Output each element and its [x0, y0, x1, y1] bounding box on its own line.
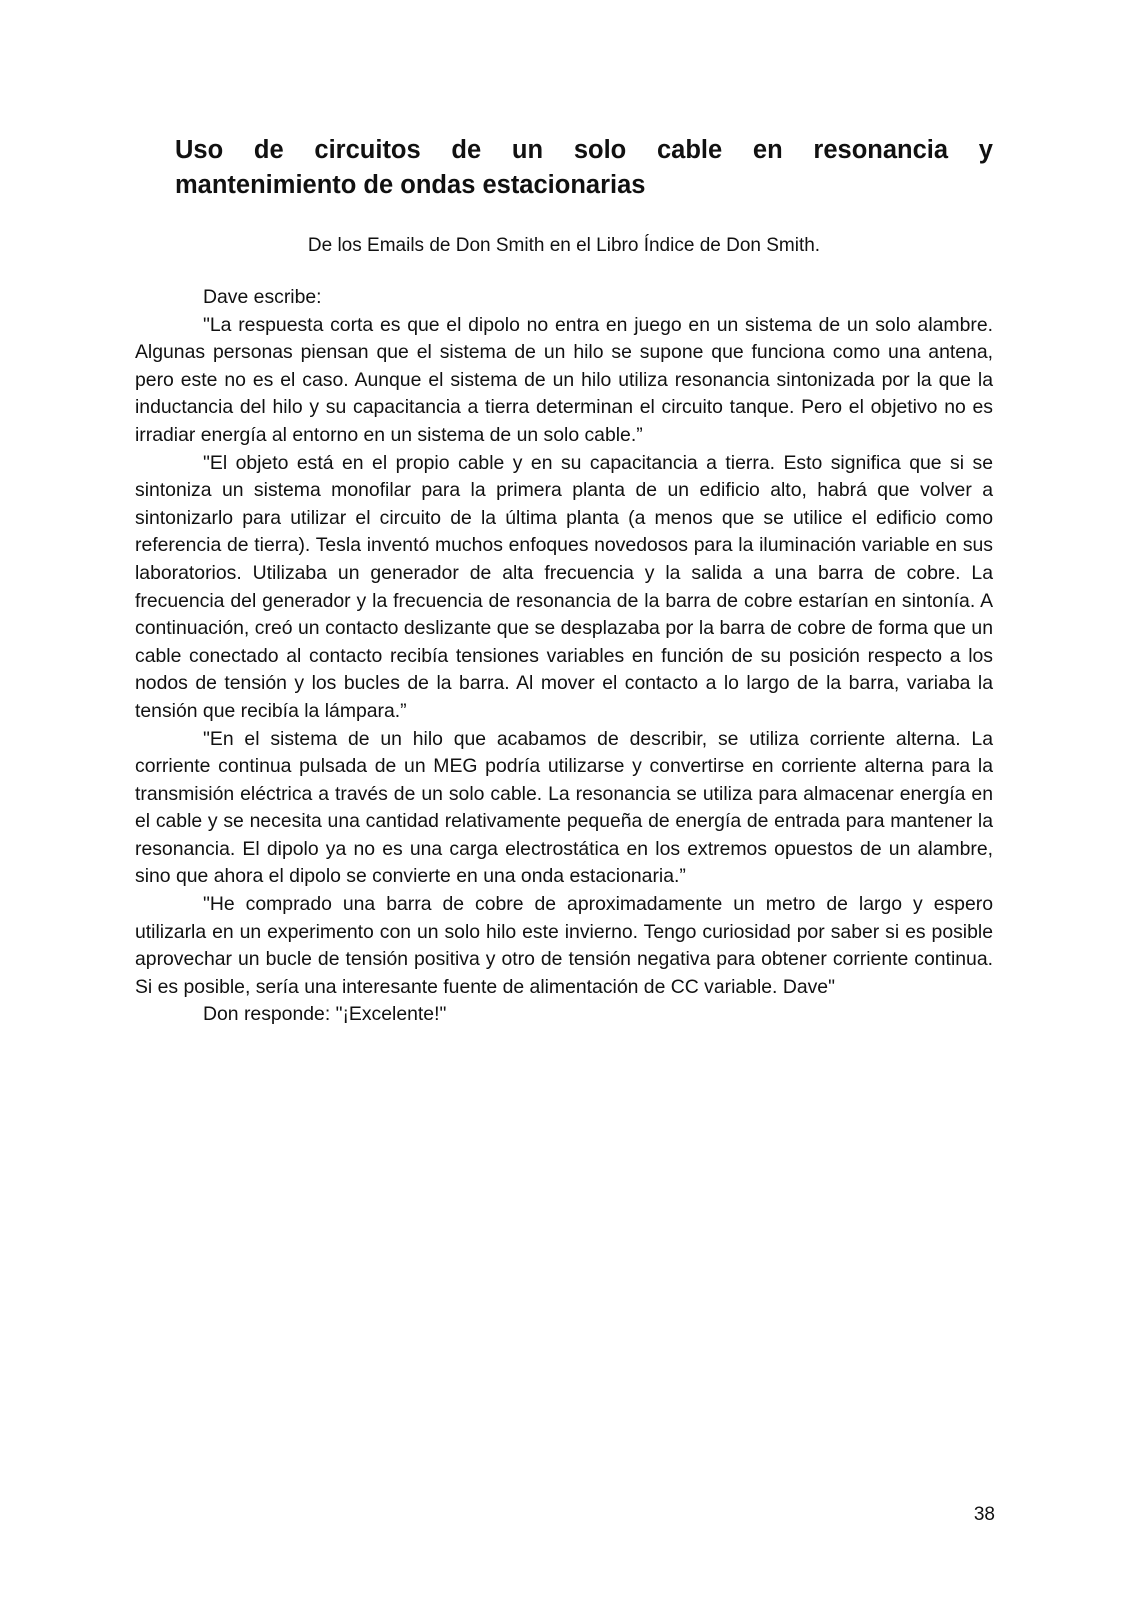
page-number: 38 — [973, 1504, 995, 1525]
subtitle: De los Emails de Don Smith en el Libro Índice de Don Smith. — [307, 235, 821, 256]
paragraph: "En el sistema de un hilo que acabamos de describir, se utiliza corriente alterna. La corriente continua pulsada de un MEG podría utilizarse y convertirse en corriente alterna para la transmisión eléctrica a través de un solo cable. La resonancia se utiliza para almacenar energía en el cable y se necesita una cantidad relativamente pequeña de energía de entrada para mantener la resonancia. El dipolo ya no es una carga electrostática en los extremos opuestos de un alambre, sino que ahora el dipolo se convierte en una onda estacionaria.” — [135, 727, 993, 888]
paragraph: "La respuesta corta es que el dipolo no entra en juego en un sistema de un solo alambre. Algunas personas piensan que el sistema de un hilo se supone que funciona como una antena, pero este no es el caso. Aunque el sistema de un hilo utiliza resonancia sintonizada por la que la inductancia del hilo y su capacitancia a tierra determinan el circuito tanque. Pero el objetivo no es irradiar energía al entorno en un sistema de un solo cable.” — [135, 313, 993, 446]
title-line-2: mantenimiento de ondas estacionarias — [175, 171, 646, 199]
paragraph: "El objeto está en el propio cable y en su capacitancia a tierra. Esto significa que si se sintoniza un sistema monofilar para la primera planta de un edificio alto, habrá que volver a sintonizarlo para utilizar el circuito de la última planta (a menos que se utilice el edificio como referencia de tierra). Tesla inventó muchos enfoques novedosos para la iluminación variable en sus laboratorios. Utilizaba un generador de alta frecuencia y la salida a una barra de cobre. La frecuencia del generador y la frecuencia de resonancia de la barra de cobre estarían en sintonía. A continuación, creó un contacto deslizante que se desplazaba por la barra de cobre de forma que un cable conectado al contacto recibía tensiones variables en función de su posición respecto a los nodos de tensión y los bucles de la barra. Al mover el contacto a lo largo de la barra, variaba la tensión que recibía la lámpara.” — [135, 451, 993, 722]
page-title — [175, 133, 993, 203]
paragraph: "He comprado una barra de cobre de aproximadamente un metro de largo y espero utilizarla en un experimento con un solo hilo este invierno. Tengo curiosidad por saber si es posible aprovechar un bucle de tensión positiva y otro de tensión negativa para obtener corriente continua. Si es posible, sería una interesante fuente de alimentación de CC variable. Dave" — [135, 893, 993, 998]
paragraph-intro: Dave escribe: — [203, 286, 322, 308]
paragraph-reply: Don responde: "¡Excelente!" — [203, 1003, 447, 1026]
body-text — [135, 284, 993, 1029]
title-line-1: Uso de circuitos de un solo cable en resonancia y — [175, 136, 993, 164]
